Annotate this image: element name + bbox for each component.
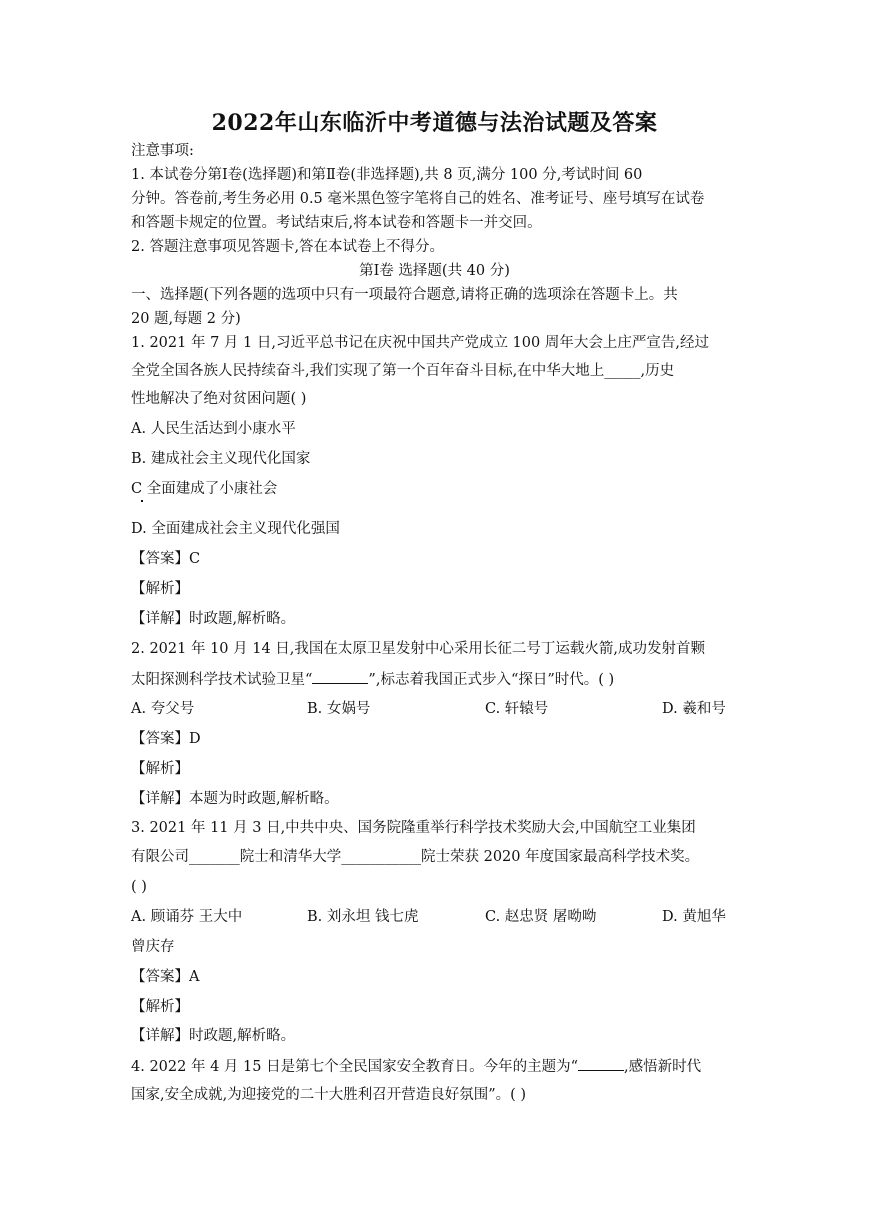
q2-line-2-end: ”,标志着我国正式步入“探日”时代。( ) bbox=[368, 672, 615, 688]
q3-option-c: C. 赵忠贤 屠呦呦 bbox=[485, 909, 597, 925]
q2-blank bbox=[312, 669, 368, 684]
q1-option-a: A. 人民生活达到小康水平 bbox=[131, 421, 296, 437]
instructions-line-2: 20 题,每题 2 分) bbox=[131, 311, 241, 327]
q4-line-1 bbox=[131, 1056, 701, 1077]
notice-item-2: 2. 答题注意事项见答题卡,答在本试卷上不得分。 bbox=[131, 239, 445, 255]
q3-option-d: D. 黄旭华 bbox=[662, 909, 726, 925]
q3-option-a: A. 顾诵芬 王大中 bbox=[131, 909, 243, 925]
q2-line-2-start: 太阳探测科学技术试验卫星“ bbox=[131, 672, 313, 688]
section-title: 第Ⅰ卷 选择题(共 40 分) bbox=[359, 263, 510, 279]
q3-line-3: ( ) bbox=[131, 879, 147, 895]
q1-answer: 【答案】C bbox=[131, 551, 201, 567]
notice-item-1-line-3: 和答题卡规定的位置。考试结束后,将本试卷和答题卡一并交回。 bbox=[131, 215, 542, 231]
q1-detail: 【详解】时政题,解析略。 bbox=[131, 611, 296, 627]
notice-item-1-line-1: 1. 本试卷分第Ⅰ卷(选择题)和第Ⅱ卷(非选择题),共 8 页,满分 100 分,考试时间 60 bbox=[131, 167, 643, 183]
q2-line-1: 2. 2021 年 10 月 14 日,我国在太原卫星发射中心采用长征二号丁运载火箭,成功发射首颗 bbox=[131, 641, 706, 657]
q1-line-1: 1. 2021 年 7 月 1 日,习近平总书记在庆祝中国共产党成立 100 周年大会上庄严宣告,经过 bbox=[131, 335, 709, 351]
q2-option-a: A. 夸父号 bbox=[131, 701, 195, 717]
q3-answer: 【答案】A bbox=[131, 969, 200, 985]
q4-line-1-end: ,感悟新时代 bbox=[623, 1059, 702, 1075]
q3-detail: 【详解】时政题,解析略。 bbox=[131, 1028, 296, 1044]
q1-option-d: D. 全面建成社会主义现代化强国 bbox=[131, 521, 340, 537]
q2-line-2 bbox=[131, 669, 614, 690]
q1-option-b: B. 建成社会主义现代化国家 bbox=[131, 451, 311, 467]
q2-analysis: 【解析】 bbox=[131, 761, 189, 777]
q4-line-2: 国家,安全成就,为迎接党的二十大胜利召开营造良好氛围”。( ) bbox=[131, 1087, 527, 1103]
notice-item-1-line-2: 分钟。答卷前,考生务必用 0.5 毫米黑色签字笔将自己的姓名、准考证号、座号填写在试卷 bbox=[131, 191, 705, 207]
q2-option-c: C. 轩辕号 bbox=[485, 701, 549, 717]
q1-option-c: C 全面建成了小康社会 bbox=[131, 481, 278, 497]
q3-line-2: 有限公司_______院士和清华大学___________院士荣获 2020 年度国家最高科学技术奖。 bbox=[131, 849, 700, 865]
stray-dot bbox=[141, 500, 143, 502]
q3-analysis: 【解析】 bbox=[131, 999, 189, 1015]
q2-option-b: B. 女娲号 bbox=[307, 701, 371, 717]
q2-answer: 【答案】D bbox=[131, 731, 201, 747]
q3-line-1: 3. 2021 年 11 月 3 日,中共中央、国务院隆重举行科学技术奖励大会,中国航空工业集团 bbox=[131, 820, 696, 836]
q1-line-3: 性地解决了绝对贫困问题( ) bbox=[131, 391, 307, 407]
q2-option-d: D. 羲和号 bbox=[662, 701, 726, 717]
q1-line-2: 全党全国各族人民持续奋斗,我们实现了第一个百年奋斗目标,在中华大地上_____,历史 bbox=[131, 363, 675, 379]
q2-detail: 【详解】本题为时政题,解析略。 bbox=[131, 791, 339, 807]
notice-heading: 注意事项: bbox=[131, 143, 194, 159]
q4-blank bbox=[578, 1056, 624, 1071]
page-title: 2022年山东临沂中考道德与法治试题及答案 bbox=[211, 110, 658, 136]
instructions-line-1: 一、选择题(下列各题的选项中只有一项最符合题意,请将正确的选项涂在答题卡上。共 bbox=[131, 287, 678, 303]
q3-option-d-continued: 曾庆存 bbox=[131, 939, 175, 955]
q1-analysis: 【解析】 bbox=[131, 581, 189, 597]
q3-option-b: B. 刘永坦 钱七虎 bbox=[307, 909, 419, 925]
q4-line-1-start: 4. 2022 年 4 月 15 日是第七个全民国家安全教育日。今年的主题为“ bbox=[131, 1059, 578, 1075]
